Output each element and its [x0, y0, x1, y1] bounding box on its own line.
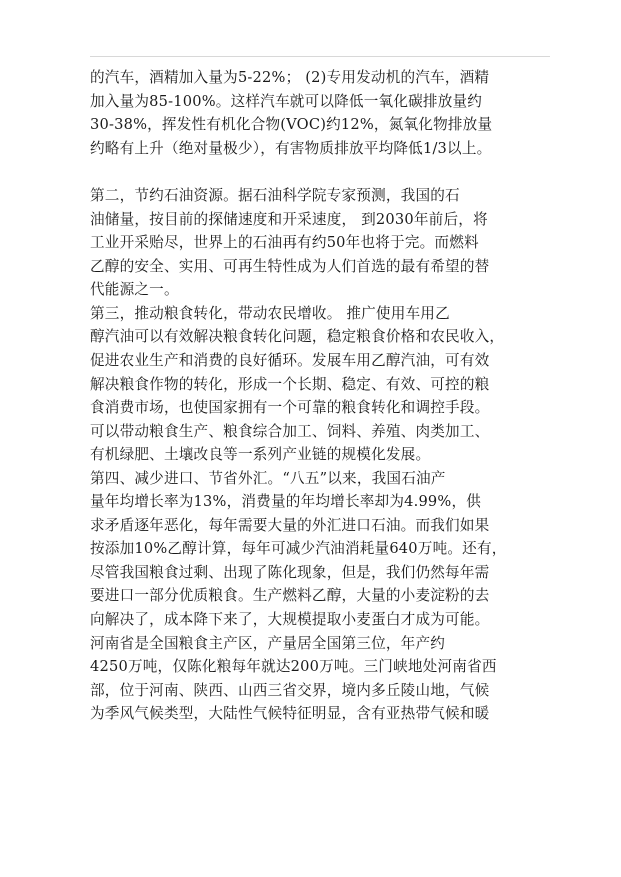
- text-line: 乙醇的安全、实用、可再生特性成为人们首选的最有希望的替: [90, 257, 490, 275]
- text-line: 要进口一部分优质粮食。生产燃料乙醇，大量的小麦淀粉的去: [90, 587, 490, 605]
- text-line: 尽管我国粮食过剩、出现了陈化现象，但是，我们仍然每年需: [90, 563, 490, 581]
- text-line: 河南省是全国粮食主产区，产量居全国第三位，年产约: [90, 634, 446, 652]
- header-rule: [90, 56, 550, 57]
- text-line: 醇汽油可以有效解决粮食转化问题，稳定粮食价格和农民收入，: [90, 328, 505, 346]
- text-line: 为季风气候类型，大陆性气候特征明显，含有亚热带气候和暖: [90, 705, 490, 723]
- text-line: 的汽车，酒精加入量为5-22%； (2)专用发动机的汽车，酒精: [90, 69, 490, 86]
- text-line: 4250万吨，仅陈化粮每年就达200万吨。三门峡地处河南省西: [90, 658, 497, 676]
- text-line: 第三，推动粮食转化，带动农民增收。 推广使用车用乙: [90, 304, 450, 322]
- text-line: 油储量，按目前的探储速度和开采速度， 到2030年前后，将: [90, 210, 488, 228]
- text-line: 30-38%，挥发性有机化合物(VOC)约12%，氮氧化物排放量: [90, 116, 493, 134]
- text-line: 约略有上升（绝对量极少），有害物质排放平均降低1/3以上。: [90, 139, 492, 157]
- text-line: 加入量为85-100%。这样汽车就可以降低一氧化碳排放量约: [90, 92, 483, 110]
- text-line: 按添加10%乙醇计算，每年可减少汽油消耗量640万吨。还有，: [90, 540, 507, 558]
- body-text: [90, 66, 554, 726]
- paragraph-gap: [90, 160, 554, 184]
- text-line: 代能源之一。: [90, 281, 179, 299]
- text-line: 食消费市场，也使国家拥有一个可靠的粮食转化和调控手段。: [90, 399, 490, 417]
- text-line: 有机绿肥、土壤改良等一系列产业链的规模化发展。: [90, 446, 431, 464]
- text-line: 向解决了，成本降下来了，大规模提取小麦蛋白才成为可能。: [90, 611, 490, 629]
- text-line: 解决粮食作物的转化，形成一个长期、稳定、有效、可控的粮: [90, 375, 490, 393]
- text-line: 部，位于河南、陕西、山西三省交界，境内多丘陵山地，气候: [90, 681, 490, 699]
- text-line: 可以带动粮食生产、粮食综合加工、饲料、养殖、肉类加工、: [90, 422, 490, 440]
- text-line: 工业开采贻尽，世界上的石油再有约50年也将于完。而燃料: [90, 234, 479, 252]
- text-line: 量年均增长率为13%，消费量的年均增长率却为4.99%，供: [90, 493, 482, 511]
- text-line: 求矛盾逐年恶化，每年需要大量的外汇进口石油。而我们如果: [90, 516, 490, 534]
- text-line: 第二，节约石油资源。据石油科学院专家预测，我国的石: [90, 187, 460, 205]
- text-line: 第四、减少进口、节省外汇。“八五”以来，我国石油产: [90, 469, 446, 487]
- text-line: 促进农业生产和消费的良好循环。发展车用乙醇汽油，可有效: [90, 352, 490, 370]
